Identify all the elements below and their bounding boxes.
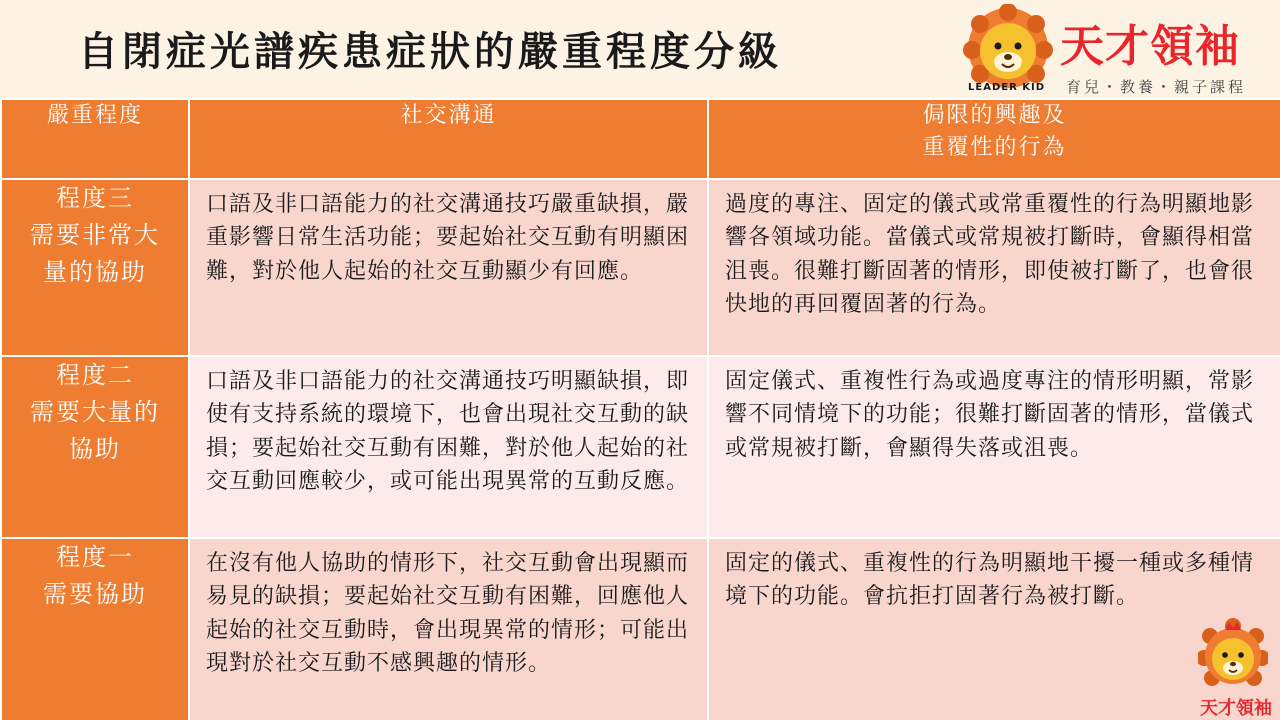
- level-label: 程度三 需要非常大 量的協助: [30, 184, 160, 287]
- table-row: [1, 538, 1280, 720]
- corner-brand-name: 天才領袖: [1200, 698, 1272, 719]
- level-cell: [1, 538, 189, 720]
- lion-mascot-icon: [1198, 618, 1268, 698]
- table-row: [1, 179, 1280, 356]
- header-severity-label: 嚴重程度: [46, 103, 143, 128]
- page-title: 自閉症光譜疾患症狀的嚴重程度分級: [78, 28, 782, 75]
- header-behavior-label: 侷限的興趣及 重覆性的行為: [922, 103, 1067, 160]
- behavior-cell: 固定的儀式、重複性的行為明顯地干擾一種或多種情境下的功能。會抗拒打固著行為被打斷。: [708, 538, 1280, 720]
- table-header-row: [1, 99, 1280, 179]
- header-social: [189, 99, 708, 179]
- header-severity: [1, 99, 189, 179]
- header-behavior: [708, 99, 1280, 179]
- behavior-cell: 過度的專注、固定的儀式或常重覆性的行為明顯地影響各領域功能。當儀式或常規被打斷時，會顯得相當沮喪。很難打斷固著的情形，即使被打斷了，也會很快地的再回覆固著的行為。: [708, 179, 1280, 356]
- level-label: 程度二 需要大量的 協助: [30, 361, 160, 464]
- level-cell: [1, 179, 189, 356]
- behavior-cell: 固定儀式、重複性行為或過度專注的情形明顯，常影響不同情境下的功能；很難打斷固著的情形，當儀式或常規被打斷，會顯得失落或沮喪。: [708, 356, 1280, 538]
- header-social-label: 社交溝通: [400, 103, 497, 128]
- social-cell: 口語及非口語能力的社交溝通技巧明顯缺損，即使有支持系統的環境下，也會出現社交互動的缺損；要起始社交互動有困難，對於他人起始的社交互動回應較少，或可能出現異常的互動反應。: [189, 356, 708, 538]
- brand-name: 天才領袖: [1060, 21, 1240, 72]
- social-cell: 口語及非口語能力的社交溝通技巧嚴重缺損，嚴重影響日常生活功能；要起始社交互動有明顯困難，對於他人起始的社交互動顯少有回應。: [189, 179, 708, 356]
- header: [0, 0, 1280, 98]
- table-row: [1, 356, 1280, 538]
- level-label: 程度一 需要協助: [43, 543, 147, 609]
- brand-tagline: 育兒・教養・親子課程: [1066, 78, 1247, 96]
- social-cell: 在沒有他人協助的情形下，社交互動會出現顯而易見的缺損；要起始社交互動有困難，回應他人起始的社交互動時，會出現異常的情形；可能出現對於社交互動不感興趣的情形。: [189, 538, 708, 720]
- brand-english: LEADER KID: [968, 82, 1046, 93]
- level-cell: [1, 356, 189, 538]
- severity-table: [0, 98, 1280, 720]
